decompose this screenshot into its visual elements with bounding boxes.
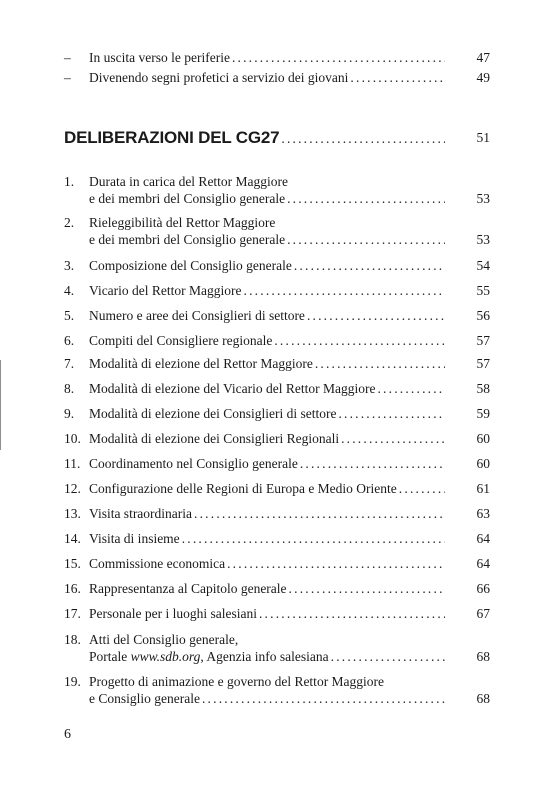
- dot-leader: [377, 381, 445, 397]
- toc-entry-page: 61: [476, 481, 490, 496]
- dot-leader: [399, 481, 445, 497]
- dot-leader: [341, 431, 445, 447]
- toc-entry-number: 14.: [64, 531, 81, 546]
- toc-entry-page: 56: [476, 308, 490, 323]
- toc-entry-page: 68: [476, 649, 490, 664]
- dot-leader: [227, 556, 445, 572]
- toc-entry-page: 55: [476, 283, 490, 298]
- dot-leader: [338, 406, 445, 422]
- website-link-text: www.sdb.org: [130, 649, 201, 664]
- label-prefix: Portale: [89, 649, 131, 664]
- toc-entry-page: 60: [476, 431, 490, 446]
- dot-leader: [294, 258, 445, 274]
- toc-entry-page: 57: [476, 356, 490, 371]
- toc-entry-label: e dei membri del Consiglio generale: [89, 232, 286, 247]
- dot-leader: [307, 308, 445, 324]
- dot-leader: [287, 191, 445, 207]
- toc-entry-number: 1.: [64, 174, 75, 189]
- toc-entry-number: 4.: [64, 283, 75, 298]
- section-heading: [64, 128, 445, 148]
- dot-leader: [259, 606, 445, 622]
- toc-entry-label-line1: Atti del Consiglio generale,: [89, 632, 239, 647]
- toc-entry-number: 13.: [64, 506, 81, 521]
- toc-entry-label: In uscita verso le periferie: [89, 50, 230, 65]
- toc-entry-page: 64: [476, 531, 490, 546]
- toc-entry-label: Modalità di elezione del Rettor Maggiore: [89, 356, 313, 371]
- toc-entry-page: 66: [476, 581, 490, 596]
- toc-entry-label: Personale per i luoghi salesiani: [89, 606, 257, 621]
- label-suffix: , Agenzia info salesiana: [200, 649, 329, 664]
- dot-leader: [281, 131, 445, 147]
- toc-entry-label-line1: Durata in carica del Rettor Maggiore: [89, 174, 289, 189]
- dot-leader: [194, 506, 445, 522]
- toc-entry-page: 54: [476, 258, 490, 273]
- toc-entry-label: Composizione del Consiglio generale: [89, 258, 292, 273]
- toc-entry-label: Vicario del Rettor Maggiore: [89, 283, 242, 298]
- toc-entry-number: 18.: [64, 632, 81, 647]
- toc-entry-page: 63: [476, 506, 490, 521]
- toc-entry-number: 2.: [64, 215, 75, 230]
- toc-entry-number: 5.: [64, 308, 75, 323]
- dot-leader: [331, 649, 445, 665]
- dot-leader: [202, 691, 445, 707]
- toc-entry-label: Visita di insieme: [89, 531, 180, 546]
- toc-entry-label-line1: Rieleggibilità del Rettor Maggiore: [89, 215, 276, 230]
- dot-leader: [350, 70, 445, 86]
- dot-leader: [232, 50, 445, 66]
- toc-entry-number: 3.: [64, 258, 75, 273]
- toc-entry-label: Coordinamento nel Consiglio generale: [89, 456, 298, 471]
- toc-entry-number: 17.: [64, 606, 81, 621]
- toc-entry-number: 12.: [64, 481, 81, 496]
- toc-entry-label: Visita straordinaria: [89, 506, 193, 521]
- toc-entry-label: Divenendo segni profetici a servizio dei giovani: [89, 70, 349, 85]
- toc-entry-label: Compiti del Consigliere regionale: [89, 333, 273, 348]
- toc-entry-page: 47: [476, 50, 490, 65]
- toc-entry-page: 59: [476, 406, 490, 421]
- dot-leader: [274, 333, 445, 349]
- toc-entry-number: 11.: [64, 456, 81, 471]
- toc-entry-page: 58: [476, 381, 490, 396]
- toc-entry-label: Modalità di elezione del Vicario del Rettor Maggiore: [89, 381, 376, 396]
- dash-marker: –: [64, 50, 71, 65]
- toc-entry-label: [89, 649, 329, 665]
- toc-entry-page: 68: [476, 691, 490, 706]
- toc-entry-page: 57: [476, 333, 490, 348]
- toc-entry-label: Numero e aree dei Consiglieri di settore: [89, 308, 305, 323]
- section-title: DELIBERAZIONI DEL CG27: [64, 128, 280, 147]
- toc-entry-page: 64: [476, 556, 490, 571]
- toc-entry-number: 6.: [64, 333, 75, 348]
- page-number: 6: [64, 727, 71, 742]
- toc-entry-label: e Consiglio generale: [89, 691, 200, 706]
- toc-entry-page: 53: [476, 232, 490, 247]
- dot-leader: [315, 356, 445, 372]
- dot-leader: [182, 531, 445, 547]
- toc-entry-label: Configurazione delle Regioni di Europa e Medio Oriente: [89, 481, 397, 496]
- dash-marker: –: [64, 70, 71, 85]
- dot-leader: [289, 581, 445, 597]
- toc-entry-number: 10.: [64, 431, 81, 446]
- toc-entry-number: 7.: [64, 356, 75, 371]
- dot-leader: [244, 283, 445, 299]
- scan-artifact-line: [0, 360, 9, 450]
- toc-entry-number: 15.: [64, 556, 81, 571]
- toc-entry-page: 60: [476, 456, 490, 471]
- toc-entry-number: 19.: [64, 674, 81, 689]
- toc-entry-label: Rappresentanza al Capitolo generale: [89, 581, 287, 596]
- toc-entry-number: 16.: [64, 581, 81, 596]
- section-page: 51: [476, 130, 490, 145]
- toc-entry-label: Modalità di elezione dei Consiglieri Regionali: [89, 431, 340, 446]
- toc-entry-label: Commissione economica: [89, 556, 226, 571]
- toc-entry-label-line1: Progetto di animazione e governo del Rettor Maggiore: [89, 674, 385, 689]
- toc-entry-label: Modalità di elezione dei Consiglieri di settore: [89, 406, 337, 421]
- dot-leader: [287, 232, 445, 248]
- toc-entry-label: e dei membri del Consiglio generale: [89, 191, 286, 206]
- toc-entry-number: 8.: [64, 381, 75, 396]
- dot-leader: [300, 456, 445, 472]
- toc-entry-page: 53: [476, 191, 490, 206]
- toc-entry-page: 49: [476, 70, 490, 85]
- toc-entry-number: 9.: [64, 406, 75, 421]
- toc-entry-page: 67: [476, 606, 490, 621]
